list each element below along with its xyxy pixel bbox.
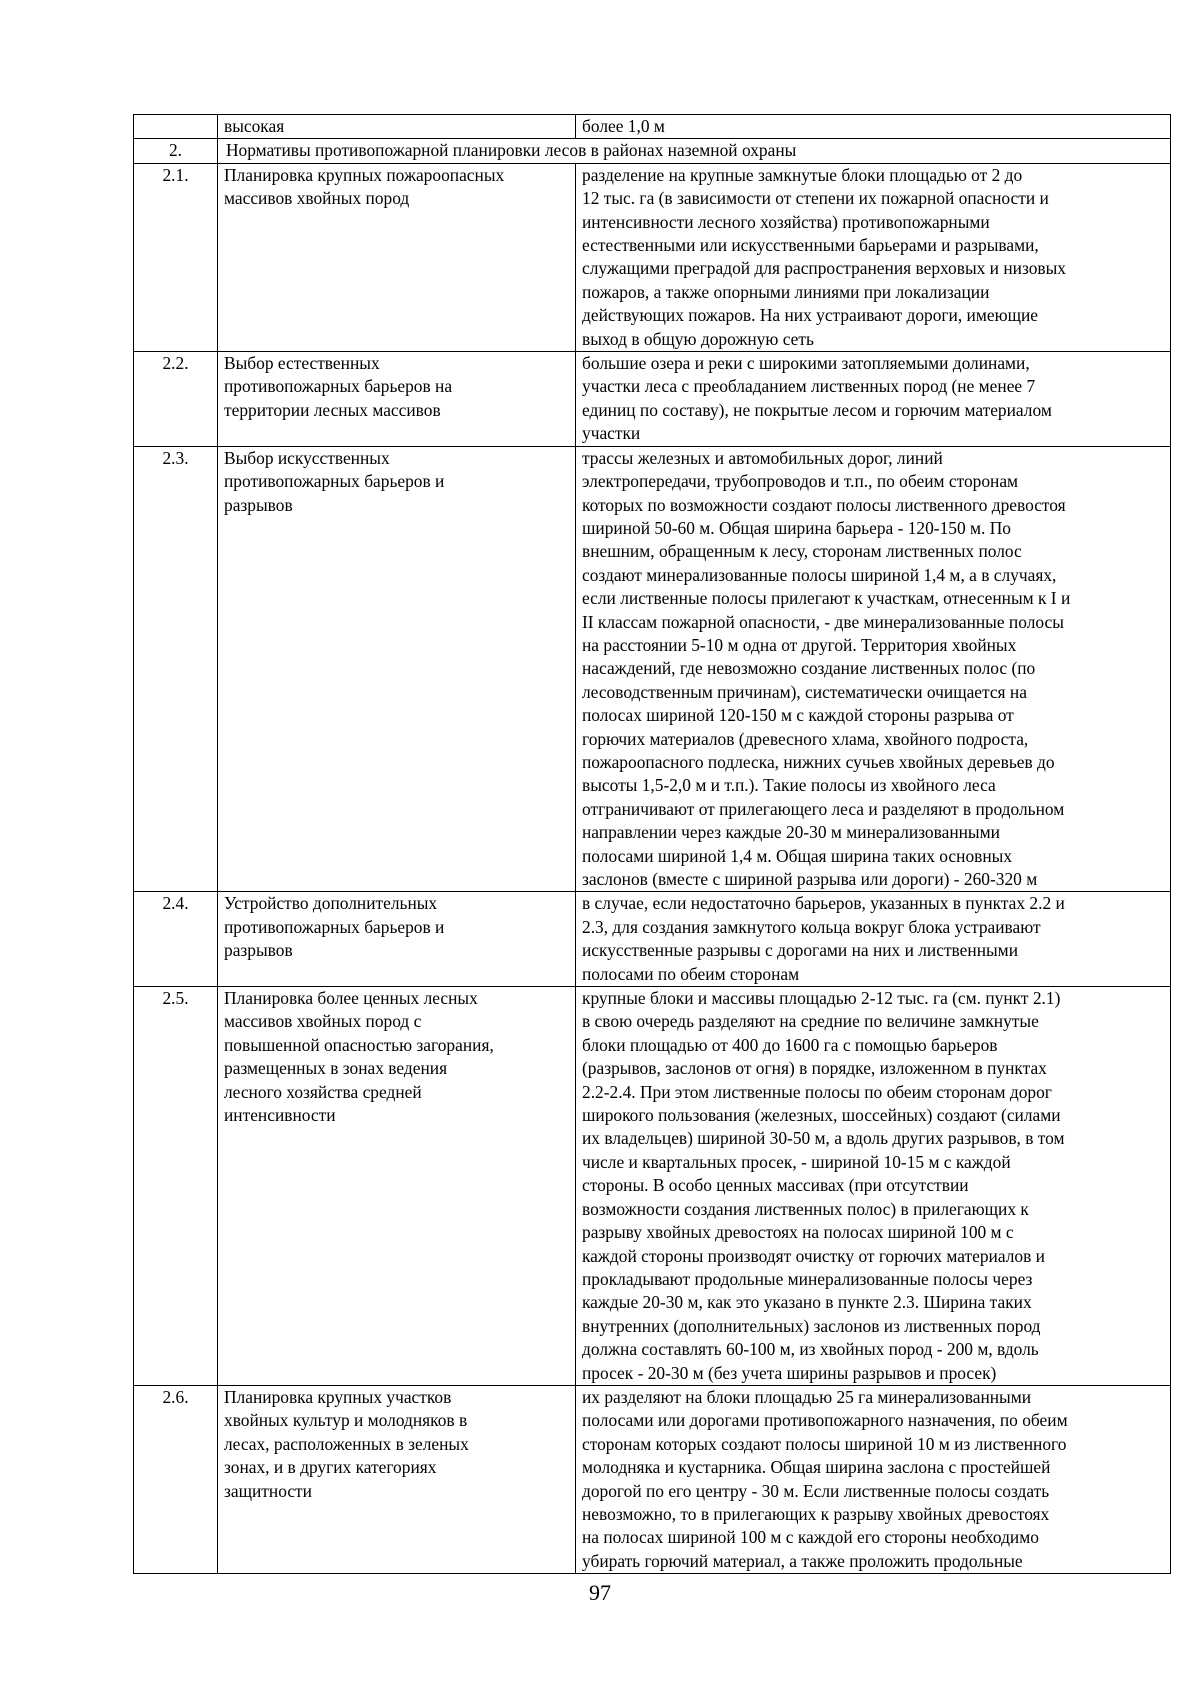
table-row [134, 987, 1171, 1386]
text-line: разрывов [224, 494, 293, 515]
row-number-cell: 2.6. [134, 1385, 218, 1573]
text-line: создают минерализованные полосы шириной 1,4 м, а в случаях, [582, 564, 1057, 585]
text-line: массивов хвойных пород с [224, 1011, 422, 1032]
text-line: зонах, и в других категориях [224, 1457, 437, 1478]
text-line: насаждений, где невозможно создание лиственных полос (по [582, 658, 1036, 679]
text-line: защитности [224, 1480, 312, 1501]
item-text-cell [576, 115, 1171, 139]
text-line: горючих материалов (древесного хлама, хвойного подроста, [582, 728, 1029, 749]
section-heading-cell: Нормативы противопожарной планировки лесов в районах наземной охраны [218, 139, 1171, 163]
text-line: каждой стороны производят очистку от горючих материалов и [582, 1245, 1045, 1266]
text-line: в свою очередь разделяют на средние по величине замкнутые [582, 1011, 1039, 1032]
text-line: размещенных в зонах ведения [224, 1058, 448, 1079]
text-line: крупные блоки и массивы площадью 2-12 тыс. га (см. пункт 2.1) [582, 988, 1061, 1009]
text-line: 12 тыс. га (в зависимости от степени их пожарной опасности и [582, 188, 1049, 209]
table-body [134, 115, 1171, 1574]
item-title-cell [218, 892, 576, 987]
table-row [134, 352, 1171, 447]
item-title-cell [218, 987, 576, 1386]
text-line: их владельцев) шириной 30-50 м, а вдоль других разрывов, в том [582, 1128, 1065, 1149]
text-line: участки [582, 423, 641, 444]
row-number-cell [134, 115, 218, 139]
row-number-cell: 2.2. [134, 352, 218, 447]
item-text-cell [576, 352, 1171, 447]
text-line: внешним, обращенным к лесу, сторонам лиственных полос [582, 541, 1022, 562]
text-line: каждые 20-30 м, как это указано в пункте 2.3. Ширина таких [582, 1292, 1032, 1313]
text-line: массивов хвойных пород [224, 188, 410, 209]
text-line: полосами шириной 1,4 м. Общая ширина таких основных [582, 845, 1013, 866]
text-line: заслонов (вместе с шириной разрыва или дороги) - 260-320 м [582, 869, 1038, 889]
text-line: искусственные разрывы с дорогами на них и лиственными [582, 940, 1018, 961]
text-line: невозможно, то в прилегающих к разрыву хвойных древостоях [582, 1503, 1050, 1524]
text-line: хвойных культур и молодняков в [224, 1410, 468, 1431]
text-line: более 1,0 м [582, 116, 665, 136]
text-line: противопожарных барьеров и [224, 471, 445, 492]
text-line: возможности создания лиственных полос) в прилегающих к [582, 1198, 1029, 1219]
text-line: Выбор естественных [224, 353, 380, 374]
text-line: II классам пожарной опасности, - две минерализованные полосы [582, 611, 1064, 632]
text-line: противопожарных барьеров и [224, 916, 445, 937]
item-title-cell [218, 446, 576, 892]
text-line: которых по возможности создают полосы лиственного древостоя [582, 494, 1066, 515]
text-line: трассы железных и автомобильных дорог, линий [582, 447, 943, 468]
text-line: блоки площадью от 400 до 1600 га с помощью барьеров [582, 1034, 998, 1055]
text-line: противопожарных барьеров на [224, 376, 453, 397]
text-line: лесах, расположенных в зеленых [224, 1433, 469, 1454]
row-number-cell: 2.3. [134, 446, 218, 892]
text-line: разрывов [224, 940, 293, 961]
text-line: пожароопасного подлеска, нижних сучьев хвойных деревьев до [582, 751, 1055, 772]
text-line: выход в общую дорожную сеть [582, 328, 814, 349]
text-line: стороны. В особо ценных массивах (при отсутствии [582, 1175, 969, 1196]
text-line: интенсивности [224, 1105, 336, 1126]
row-number-cell: 2.5. [134, 987, 218, 1386]
table-row [134, 139, 1171, 163]
row-number-cell: 2. [134, 139, 218, 163]
text-line: если лиственные полосы прилегают к участкам, отнесенным к I и [582, 588, 1071, 609]
text-line: полосами по обеим сторонам [582, 963, 800, 984]
text-line: сторонам которых создают полосы шириной 10 м из лиственного [582, 1433, 1067, 1454]
item-title-cell [218, 115, 576, 139]
table-row [134, 892, 1171, 987]
text-line: высоты 1,5-2,0 м и т.п.). Такие полосы из хвойного леса [582, 775, 996, 796]
text-line: полосах шириной 120-150 м с каждой стороны разрыва от [582, 705, 1014, 726]
text-line: служащими преградой для распространения верховых и низовых [582, 258, 1066, 279]
text-line: Планировка крупных пожароопасных [224, 164, 505, 185]
text-line: направлении через каждые 20-30 м минерализованными [582, 822, 1000, 843]
text-line: на расстоянии 5-10 м одна от другой. Территория хвойных [582, 634, 1017, 655]
text-line: естественными или искусственными барьерами и разрывами, [582, 235, 1039, 256]
text-line: дорогой по его центру - 30 м. Если лиственные полосы создать [582, 1480, 1050, 1501]
text-line: молодняка и кустарника. Общая ширина заслона с простейшей [582, 1457, 1051, 1478]
text-line: 2.2-2.4. При этом лиственные полосы по обеим сторонам дорог [582, 1081, 1052, 1102]
text-line: убирать горючий материал, а также проложить продольные [582, 1550, 1023, 1571]
text-line: прокладывают продольные минерализованные полосы через [582, 1268, 1033, 1289]
text-line: просек - 20-30 м (без учета ширины разрывов и просек) [582, 1362, 997, 1383]
text-line: 2.3, для создания замкнутого кольца вокруг блока устраивают [582, 916, 1041, 937]
text-line: в случае, если недостаточно барьеров, указанных в пунктах 2.2 и [582, 893, 1065, 914]
text-line: разрыву хвойных древостоях на полосах шириной 100 м с [582, 1222, 1014, 1243]
text-line: электропередачи, трубопроводов и т.п., по обеим сторонам [582, 471, 1019, 492]
text-line: отграничивают от прилегающего леса и разделяют в продольном [582, 798, 1065, 819]
text-line: шириной 50-60 м. Общая ширина барьера - 120-150 м. По [582, 517, 1011, 538]
text-line: единиц по составу), не покрытые лесом и горючим материалом [582, 399, 1052, 420]
text-line: интенсивности лесного хозяйства) противопожарными [582, 211, 990, 232]
text-line: полосами или дорогами противопожарного назначения, по обеим [582, 1410, 1068, 1431]
item-text-cell [576, 987, 1171, 1386]
text-line: действующих пожаров. На них устраивают дороги, имеющие [582, 305, 1038, 326]
text-line: их разделяют на блоки площадью 25 га минерализованными [582, 1386, 1032, 1407]
page-number: 97 [589, 1580, 611, 1605]
text-line: лесоводственным причинам), систематически очищается на [582, 681, 1027, 702]
text-line: Устройство дополнительных [224, 893, 438, 914]
text-line: внутренних (дополнительных) заслонов из лиственных пород [582, 1315, 1041, 1336]
text-line: большие озера и реки с широкими затопляемыми долинами, [582, 353, 1030, 374]
text-line: Выбор искусственных [224, 447, 390, 468]
item-text-cell [576, 163, 1171, 351]
text-line: должна составлять 60-100 м, из хвойных пород - 200 м, вдоль [582, 1339, 1039, 1360]
text-line: (разрывов, заслонов от огня) в порядке, изложенном в пунктах [582, 1058, 1047, 1079]
table-row [134, 163, 1171, 351]
text-line: на полосах шириной 100 м с каждой его стороны необходимо [582, 1527, 1039, 1548]
text-line: повышенной опасностью загорания, [224, 1034, 494, 1055]
text-line: разделение на крупные замкнутые блоки площадью от 2 до [582, 164, 1023, 185]
text-line: Планировка крупных участков [224, 1386, 452, 1407]
text-line: пожаров, а также опорными линиями при локализации [582, 281, 990, 302]
item-text-cell [576, 892, 1171, 987]
text-line: территории лесных массивов [224, 399, 441, 420]
text-line: широкого пользования (железных, шоссейных) создают (силами [582, 1105, 1061, 1126]
table-row [134, 115, 1171, 139]
item-title-cell [218, 352, 576, 447]
row-number-cell: 2.4. [134, 892, 218, 987]
item-text-cell [576, 1385, 1171, 1573]
table-row [134, 446, 1171, 892]
text-line: Планировка более ценных лесных [224, 988, 478, 1009]
row-number-cell: 2.1. [134, 163, 218, 351]
fire-planning-norms-table [133, 114, 1171, 1574]
item-text-cell [576, 446, 1171, 892]
item-title-cell [218, 1385, 576, 1573]
text-line: участки леса с преобладанием лиственных пород (не менее 7 [582, 376, 1036, 397]
item-title-cell [218, 163, 576, 351]
text-line: высокая [224, 116, 285, 136]
text-line: лесного хозяйства средней [224, 1081, 422, 1102]
table-row [134, 1385, 1171, 1573]
text-line: числе и квартальных просек, - шириной 10-15 м с каждой [582, 1151, 1011, 1172]
